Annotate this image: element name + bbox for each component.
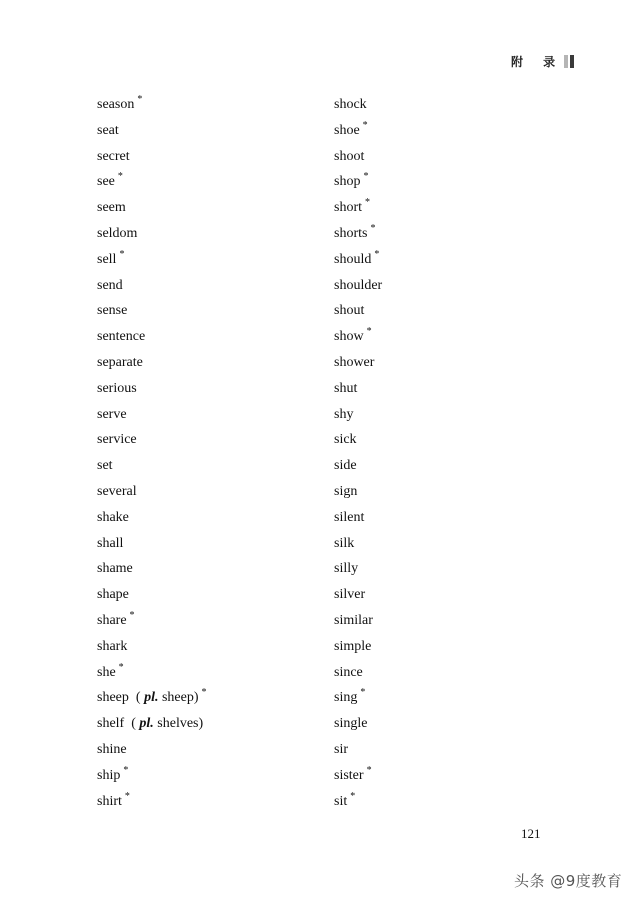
word: shark [97, 638, 128, 654]
asterisk-mark: * [374, 248, 380, 260]
word-entry [334, 453, 382, 479]
word-entry [334, 479, 382, 505]
word-entry [334, 169, 382, 195]
word-entry [97, 118, 207, 144]
word: serious [97, 380, 137, 396]
word-entry [97, 737, 207, 763]
word-entry [334, 763, 382, 789]
word: shoe [334, 122, 360, 138]
plural-form: shelves [157, 716, 199, 732]
word-entry [97, 479, 207, 505]
word-entry [334, 737, 382, 763]
word: several [97, 483, 137, 499]
asterisk-mark: * [118, 661, 124, 673]
word: shower [334, 354, 375, 370]
asterisk-mark: * [370, 222, 376, 234]
asterisk-mark: * [123, 764, 129, 776]
word: sense [97, 303, 128, 319]
asterisk-mark: * [360, 687, 366, 699]
word: simple [334, 638, 372, 654]
running-header [511, 52, 574, 70]
word: ship [97, 767, 121, 783]
asterisk-mark: * [129, 609, 135, 621]
word-entry [97, 556, 207, 582]
word: send [97, 277, 123, 293]
asterisk-mark: * [362, 119, 368, 131]
word: single [334, 716, 368, 732]
word-entry [334, 660, 382, 686]
word-entry [334, 298, 382, 324]
word-entry [97, 169, 207, 195]
word: seat [97, 122, 119, 138]
word-entry [334, 92, 382, 118]
word: sign [334, 483, 358, 499]
header-marker-light [564, 55, 568, 68]
word: share [97, 612, 127, 628]
word: sing [334, 690, 358, 706]
word-entry [334, 531, 382, 557]
word: see [97, 174, 115, 190]
word: short [334, 200, 362, 216]
word: sentence [97, 329, 146, 345]
word-entry [97, 660, 207, 686]
word: silly [334, 561, 359, 577]
word-entry [334, 711, 382, 737]
asterisk-mark: * [363, 171, 369, 183]
word-entry [334, 118, 382, 144]
plural-label: pl. [144, 690, 159, 706]
word-entry [97, 324, 207, 350]
word-entry [97, 402, 207, 428]
word: sister [334, 767, 364, 783]
word: sit [334, 793, 348, 809]
word: side [334, 458, 357, 474]
word-entry [334, 685, 382, 711]
word: sick [334, 432, 357, 448]
word-entry [97, 505, 207, 531]
word-entry [97, 453, 207, 479]
word: shout [334, 303, 365, 319]
word-entry [334, 273, 382, 299]
word: similar [334, 612, 373, 628]
word-entry [334, 556, 382, 582]
word: shy [334, 406, 354, 422]
asterisk-mark: * [137, 94, 143, 105]
word: shoulder [334, 277, 383, 293]
word-entry: shelf ( pl. shelves) [97, 716, 204, 732]
word: sir [334, 741, 348, 757]
word-entry [334, 634, 382, 660]
word: since [334, 664, 363, 680]
word-entry [97, 427, 207, 453]
word-entry [97, 144, 207, 170]
word-entry [97, 789, 207, 815]
word: season [97, 97, 135, 112]
word-entry [97, 92, 207, 118]
word-entry [334, 221, 382, 247]
word: seem [97, 200, 126, 216]
asterisk-mark: * [350, 790, 356, 802]
word: shirt [97, 793, 122, 809]
word-entry [334, 247, 382, 273]
word-entry [334, 789, 382, 815]
word-entry [334, 505, 382, 531]
word: service [97, 432, 137, 448]
section-title: 附 录 [511, 54, 564, 69]
word: silk [334, 535, 355, 551]
word-entry [334, 582, 382, 608]
word-entry [97, 531, 207, 557]
word: shall [97, 535, 124, 551]
asterisk-mark: * [365, 197, 370, 209]
word-entry [97, 273, 207, 299]
asterisk-mark: * [119, 248, 125, 260]
word-entry: sheep ( pl. sheep) * [97, 687, 207, 706]
word: should [334, 251, 372, 267]
word: separate [97, 354, 143, 370]
word: seldom [97, 225, 138, 241]
word-entry [334, 324, 382, 350]
word-entry [334, 350, 382, 376]
word-entry [97, 298, 207, 324]
word-entry [97, 350, 207, 376]
asterisk-mark: * [366, 764, 372, 776]
word-entry [334, 376, 382, 402]
word: secret [97, 148, 130, 164]
page-number: 121 [521, 826, 541, 841]
word: shelf [97, 716, 125, 732]
word: she [97, 664, 116, 680]
word-entry [97, 247, 207, 273]
word: shut [334, 380, 358, 396]
word-entry [334, 402, 382, 428]
word: shorts [334, 225, 368, 241]
asterisk-mark: * [201, 687, 207, 699]
word-entry [97, 221, 207, 247]
word-entry [334, 608, 382, 634]
word: sheep [97, 690, 129, 706]
word: silent [334, 509, 365, 525]
word-entry [334, 144, 382, 170]
word: sell [97, 251, 117, 267]
word: shock [334, 97, 367, 112]
word: shame [97, 561, 133, 577]
word-list-right-column [334, 92, 382, 814]
word: shake [97, 509, 129, 525]
word-entry [97, 763, 207, 789]
word: shape [97, 587, 129, 603]
word-entry [97, 195, 207, 221]
word: set [97, 458, 113, 474]
word-list-left-column [97, 92, 207, 814]
word: shop [334, 174, 361, 190]
word: shoot [334, 148, 365, 164]
asterisk-mark: * [124, 790, 130, 802]
asterisk-mark: * [117, 171, 123, 183]
word: serve [97, 406, 127, 422]
word: show [334, 329, 364, 345]
word: shine [97, 741, 127, 757]
word-entry [97, 634, 207, 660]
word-entry [97, 376, 207, 402]
word-entry [334, 195, 382, 221]
word-entry [334, 427, 382, 453]
word-entry [97, 582, 207, 608]
watermark: 头条 @9度教育 [514, 872, 623, 890]
header-marker-dark [570, 55, 574, 68]
asterisk-mark: * [366, 326, 372, 338]
word-entry [97, 608, 207, 634]
word: silver [334, 587, 366, 603]
plural-label: pl. [139, 716, 154, 732]
plural-form: sheep [161, 690, 194, 706]
